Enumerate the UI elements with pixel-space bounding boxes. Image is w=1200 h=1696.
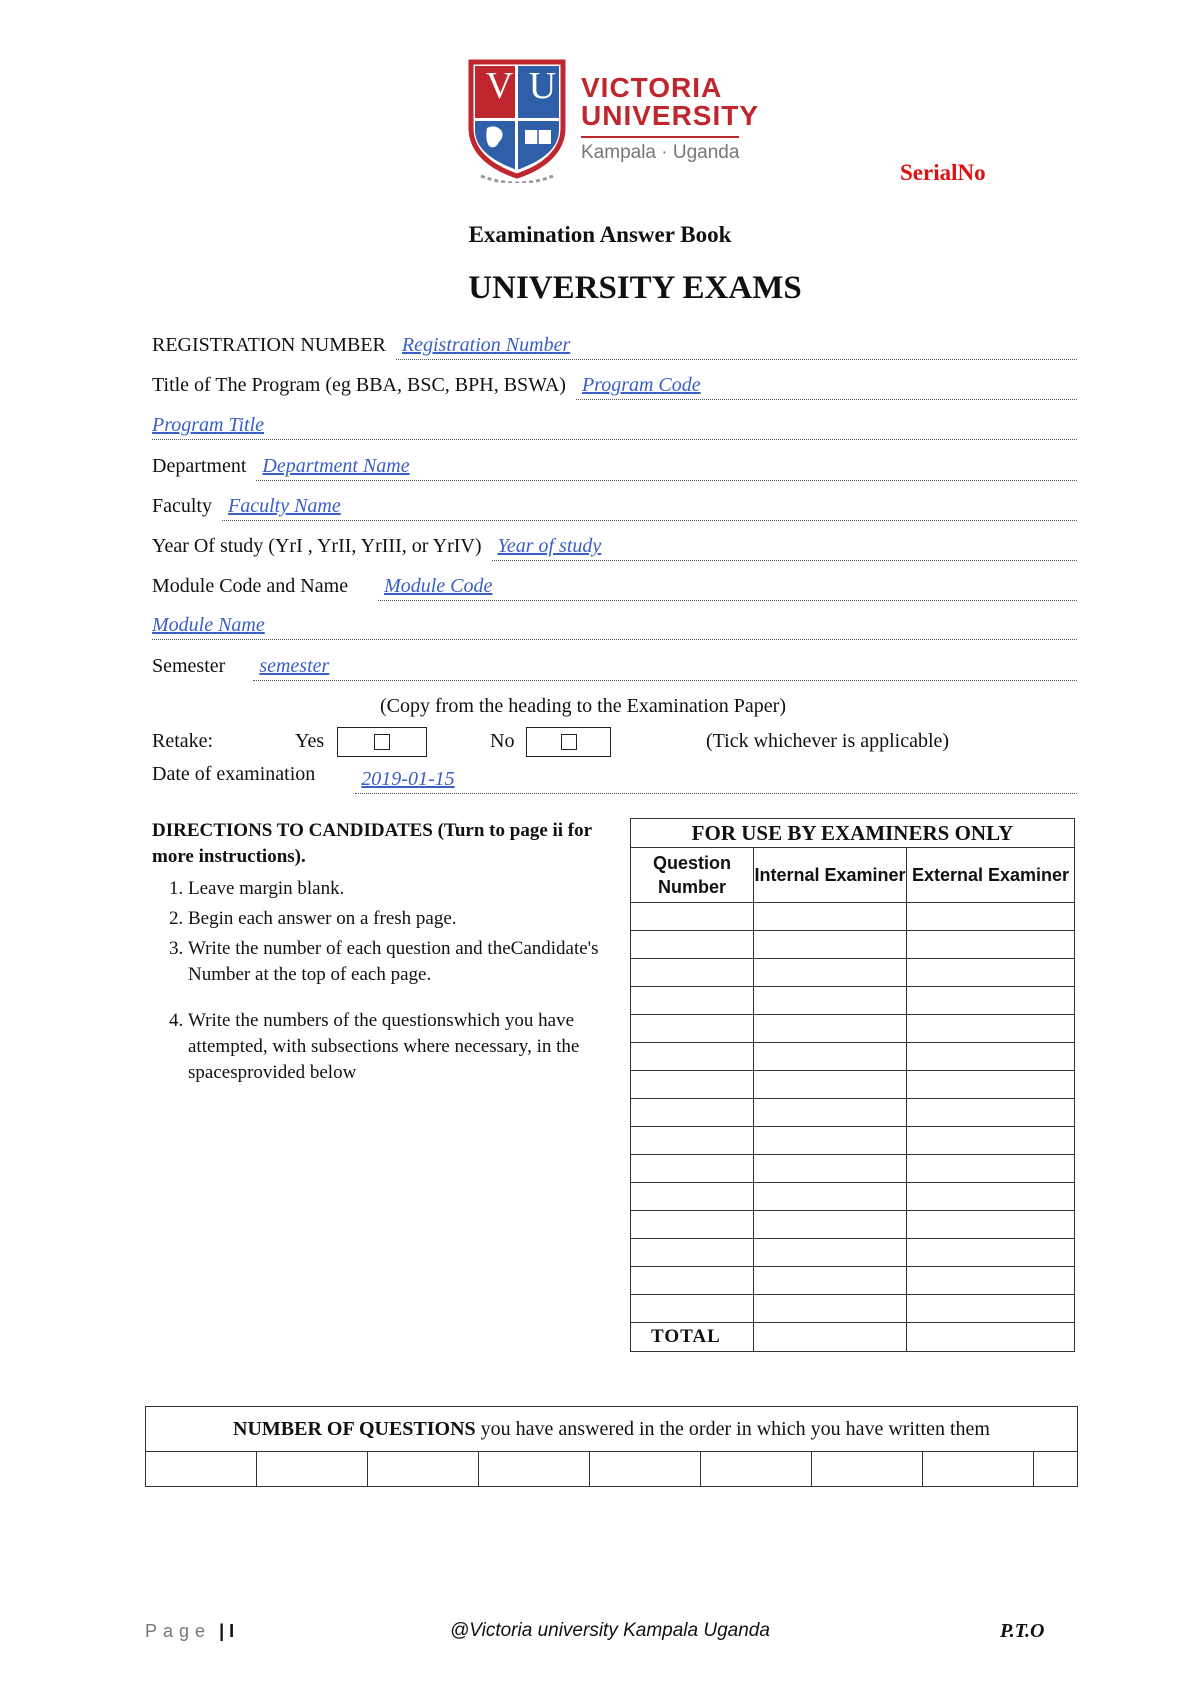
retake-no-label: No [490, 730, 515, 752]
main-title: UNIVERSITY EXAMS [468, 270, 802, 306]
table-row [631, 931, 1075, 959]
table-row [631, 903, 1075, 931]
logo-name-line2: UNIVERSITY [581, 100, 760, 131]
crest-letter-u: U [528, 65, 557, 107]
footer-page-number: | I [219, 1621, 235, 1641]
year-value: Year of study [497, 535, 602, 557]
questions-order-box [145, 1406, 1078, 1487]
program-label: Title of The Program (eg BBA, BSC, BPH, BSWA) [152, 374, 566, 396]
date-field[interactable] [355, 765, 1077, 794]
directions-list [152, 876, 632, 1086]
retake-no-checkbox[interactable] [526, 727, 611, 757]
direction-item: 2. Begin each answer on a fresh page. [188, 906, 632, 932]
checkbox-square-icon [561, 734, 577, 750]
table-row [631, 1295, 1075, 1323]
university-logo [463, 58, 763, 188]
program-code-value: Program Code [581, 374, 701, 396]
footer-page [145, 1621, 234, 1642]
department-label: Department [152, 455, 247, 477]
semester-label: Semester [152, 655, 226, 677]
table-row [631, 1267, 1075, 1295]
total-label: TOTAL [631, 1323, 754, 1352]
year-row [152, 531, 1077, 561]
serial-number: SerialNo [900, 160, 986, 185]
module-code-field[interactable] [378, 572, 1077, 601]
question-order-cell[interactable] [368, 1452, 479, 1487]
question-order-cell[interactable] [257, 1452, 368, 1487]
table-row [631, 1015, 1075, 1043]
retake-yes-checkbox[interactable] [337, 727, 427, 757]
department-value: Department Name [262, 455, 410, 477]
module-name-field[interactable] [152, 611, 1077, 640]
table-row [631, 1071, 1075, 1099]
table-row [631, 1183, 1075, 1211]
faculty-row [152, 491, 1077, 521]
footer-page-word: Page [145, 1621, 212, 1641]
department-row [152, 451, 1077, 481]
semester-value: semester [259, 655, 330, 677]
question-order-cell[interactable] [590, 1452, 701, 1487]
table-row [631, 959, 1075, 987]
registration-value: Registration Number [401, 334, 571, 356]
table-row [631, 1155, 1075, 1183]
date-value: 2019-01-15 [361, 768, 455, 790]
program-title-field[interactable] [152, 411, 1077, 440]
checkbox-square-icon [374, 734, 390, 750]
retake-note: (Tick whichever is applicable) [706, 730, 950, 752]
question-order-cell[interactable] [1034, 1452, 1078, 1487]
examiners-table [630, 818, 1075, 1352]
table-row [631, 1043, 1075, 1071]
table-row [631, 1099, 1075, 1127]
book-title: Examination Answer Book [468, 222, 732, 247]
question-order-cell[interactable] [923, 1452, 1034, 1487]
questions-order-title [146, 1407, 1078, 1452]
program-title-value: Program Title [152, 414, 265, 436]
questions-order-title-bold: NUMBER OF QUESTIONS [233, 1417, 476, 1440]
directions [152, 818, 632, 1090]
faculty-field[interactable] [222, 492, 1077, 521]
table-row [631, 987, 1075, 1015]
question-order-cell[interactable] [701, 1452, 812, 1487]
year-label: Year Of study (YrI , YrII, YrIII, or YrIV) [152, 535, 482, 557]
date-label: Date of examination [152, 763, 316, 785]
col-external-examiner: External Examiner [907, 848, 1075, 903]
table-row [631, 1127, 1075, 1155]
module-row [152, 571, 1077, 601]
department-field[interactable] [256, 452, 1077, 481]
year-field[interactable] [492, 532, 1077, 561]
crest-letter-v: V [485, 65, 514, 107]
semester-row [152, 651, 1077, 681]
program-title-row [152, 410, 1077, 440]
directions-heading: DIRECTIONS TO CANDIDATES (Turn to page ii for more instructions). [152, 820, 592, 867]
footer-credit: @Victoria university Kampala Uganda [450, 1620, 770, 1641]
retake-yes-label: Yes [295, 730, 325, 752]
program-row [152, 370, 1077, 400]
table-row [631, 1239, 1075, 1267]
date-row [152, 764, 1077, 794]
col-question-number: Question Number [631, 848, 754, 903]
table-row [631, 1211, 1075, 1239]
logo-location: Kampala · Uganda [581, 136, 739, 164]
module-code-value: Module Code [384, 575, 493, 597]
faculty-label: Faculty [152, 495, 212, 517]
footer-pto: P.T.O [1000, 1620, 1045, 1642]
semester-field[interactable] [253, 652, 1077, 681]
total-row [631, 1323, 1075, 1352]
direction-item: 1. Leave margin blank. [188, 876, 632, 902]
question-order-cell[interactable] [812, 1452, 923, 1487]
questions-order-title-rest: you have answered in the order in which you have written them [475, 1417, 990, 1440]
logo-name-line1: VICTORIA [581, 72, 723, 103]
question-order-cell[interactable] [479, 1452, 590, 1487]
copy-note: (Copy from the heading to the Examination Paper) [380, 695, 787, 717]
program-code-field[interactable] [576, 371, 1077, 400]
registration-label: REGISTRATION NUMBER [152, 334, 386, 356]
retake-label: Retake: [152, 730, 214, 752]
module-label: Module Code and Name [152, 575, 349, 597]
faculty-value: Faculty Name [228, 495, 341, 517]
examiners-table-title: FOR USE BY EXAMINERS ONLY [631, 819, 1075, 848]
registration-row [152, 330, 1077, 360]
col-internal-examiner: Internal Examiner [754, 848, 907, 903]
direction-item: 3. Write the number of each question and theCandidate's Number at the top of each page. [188, 936, 632, 988]
question-order-cell[interactable] [146, 1452, 257, 1487]
direction-item: 4. Write the numbers of the questionswhich you have attempted, with subsections where necessary, in the spacesprovided below [188, 1008, 632, 1086]
registration-field[interactable] [396, 331, 1077, 360]
module-name-row [152, 610, 1077, 640]
module-name-value: Module Name [152, 614, 265, 636]
